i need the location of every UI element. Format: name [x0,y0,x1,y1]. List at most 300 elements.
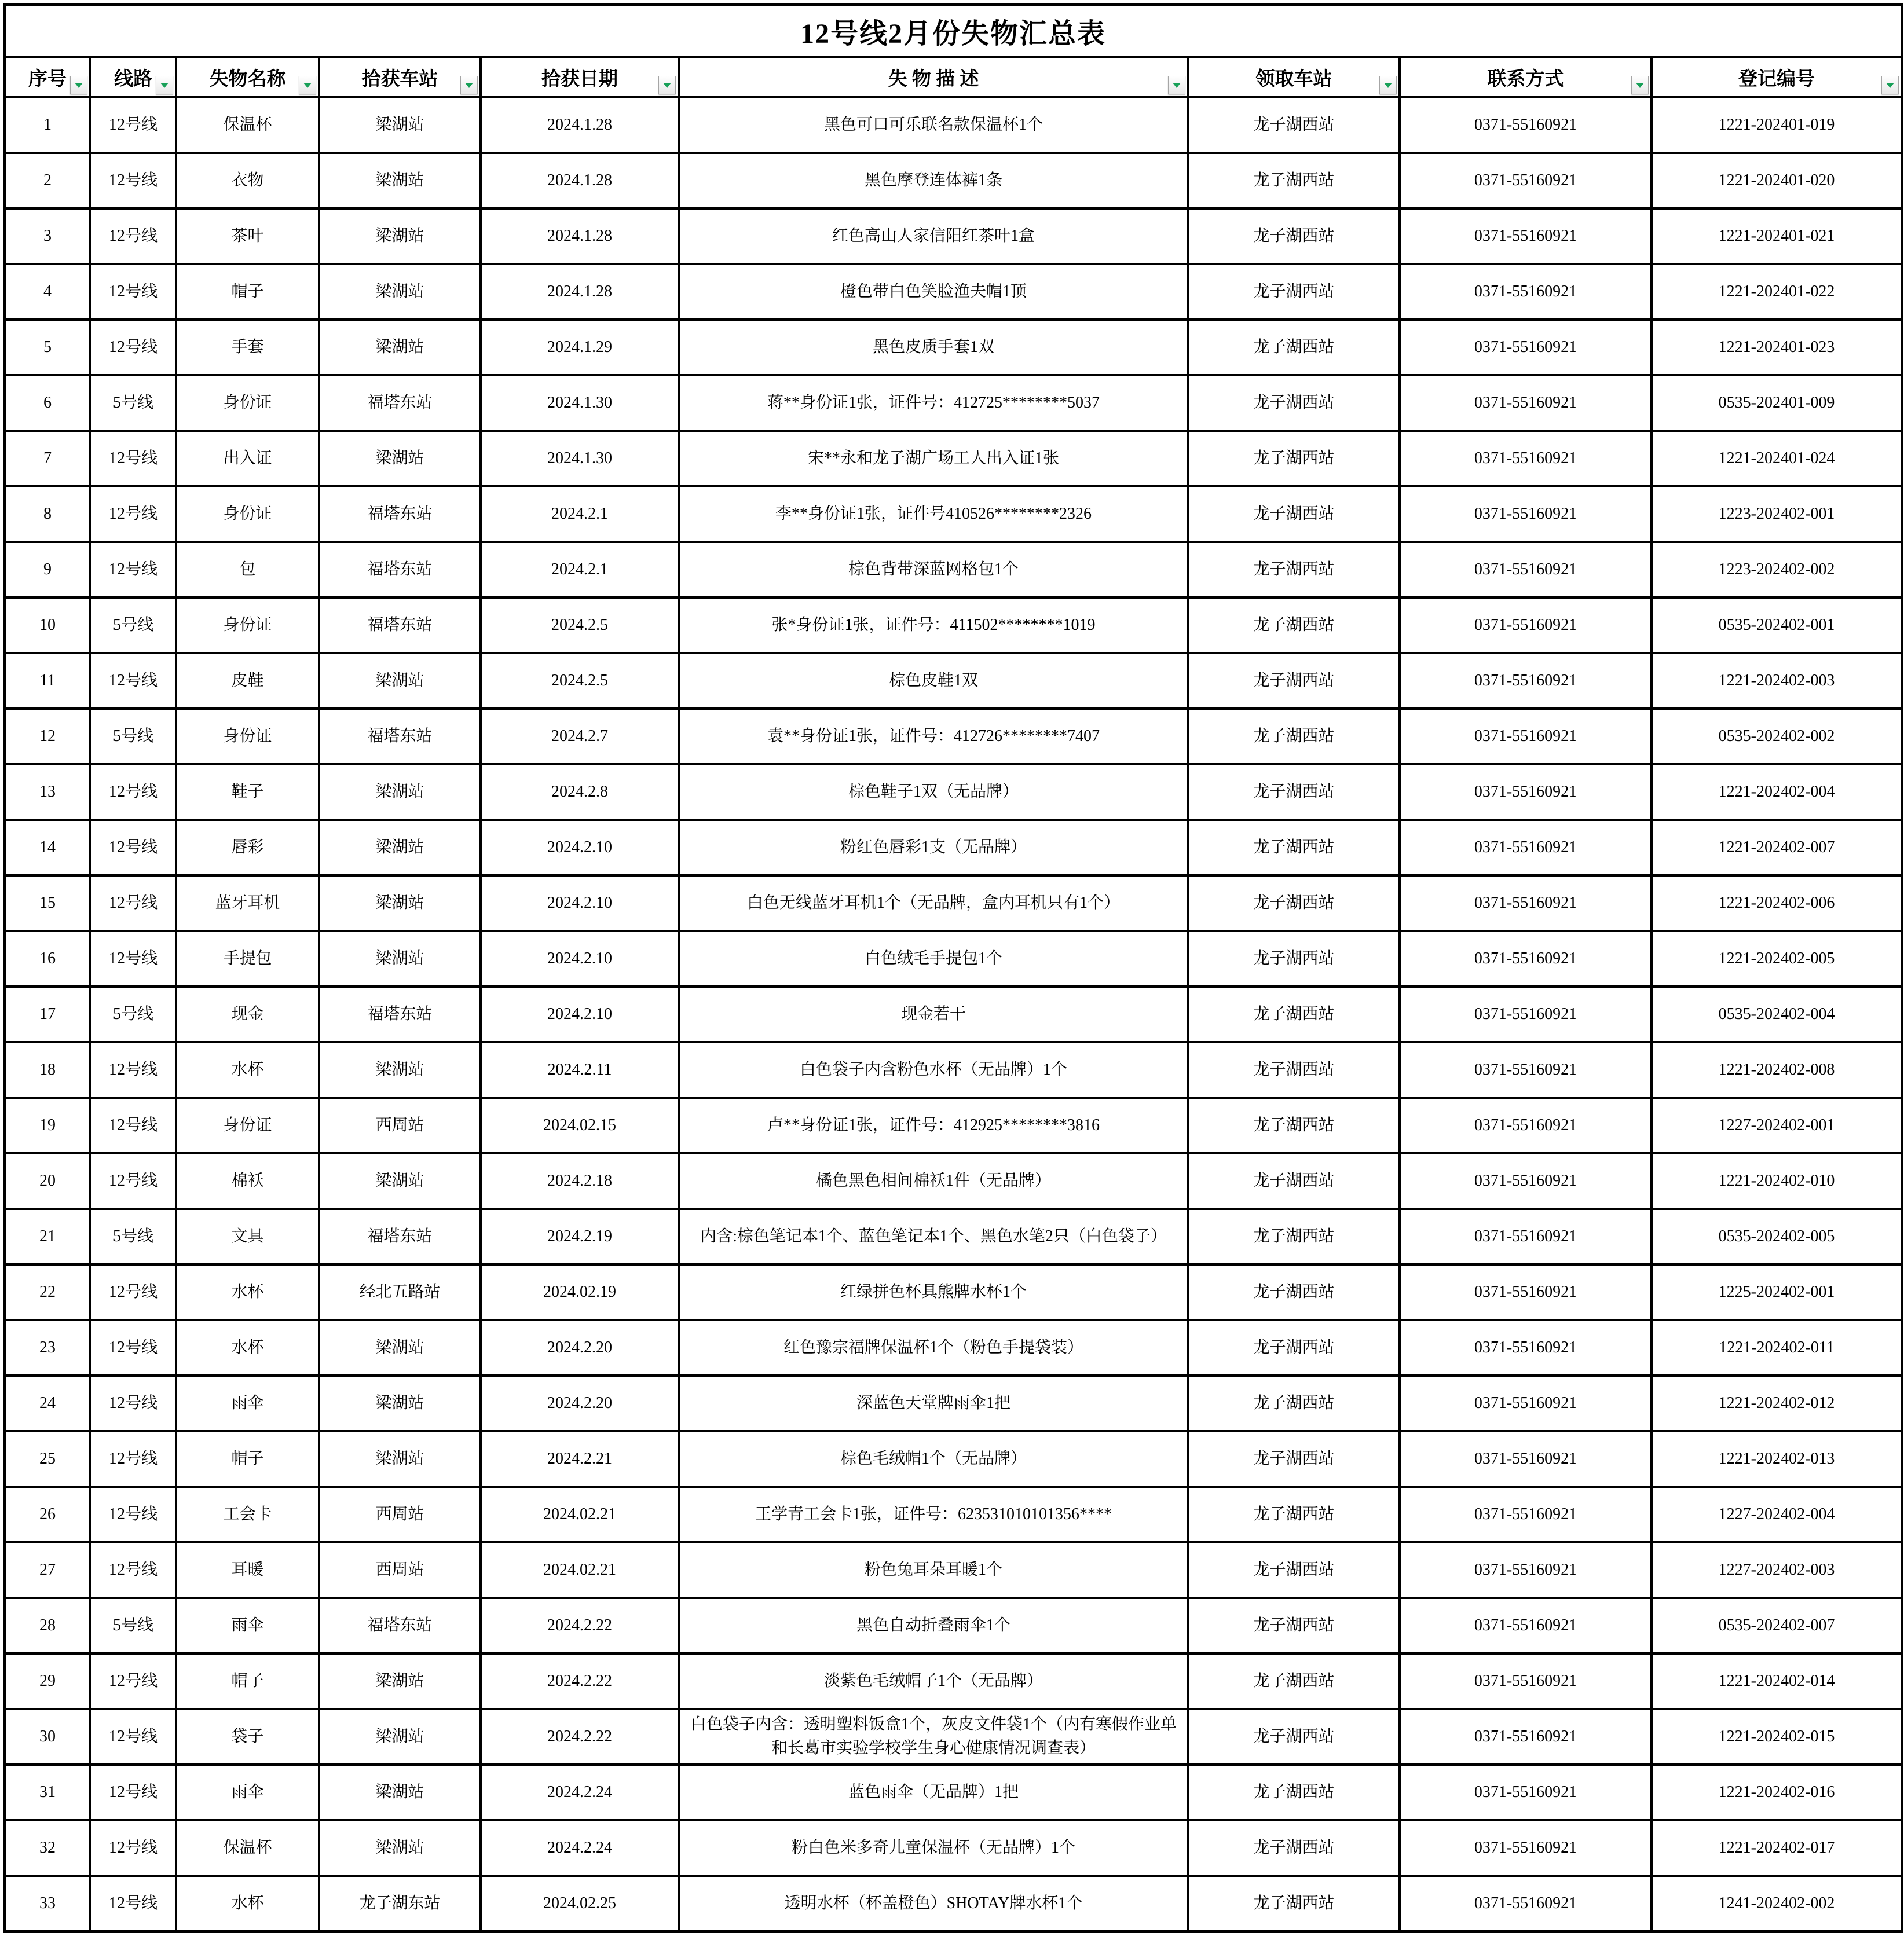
table-cell[interactable]: 0371-55160921 [1400,1153,1652,1209]
column-header-9[interactable] [1652,57,1902,97]
table-cell[interactable]: 0371-55160921 [1400,1487,1652,1542]
table-cell[interactable]: 2024.2.8 [481,764,679,820]
table-cell[interactable]: 西周站 [319,1487,481,1542]
table-cell[interactable]: 手套 [176,320,319,375]
table-cell[interactable]: 工会卡 [176,1487,319,1542]
table-cell[interactable]: 龙子湖西站 [1188,486,1400,542]
table-cell[interactable]: 22 [5,1264,90,1320]
table-cell[interactable]: 12号线 [90,875,176,931]
table-cell[interactable]: 0371-55160921 [1400,875,1652,931]
table-cell[interactable]: 13 [5,764,90,820]
table-cell[interactable]: 2024.1.30 [481,375,679,431]
table-cell[interactable]: 白色无线蓝牙耳机1个（无品牌，盒内耳机只有1个） [679,875,1188,931]
table-cell[interactable]: 17 [5,987,90,1042]
table-cell[interactable]: 2024.2.5 [481,653,679,709]
table-cell[interactable]: 1 [5,97,90,153]
table-cell[interactable]: 0371-55160921 [1400,264,1652,320]
column-header-5[interactable] [481,57,679,97]
table-cell[interactable]: 12号线 [90,764,176,820]
table-cell[interactable]: 19 [5,1098,90,1153]
table-cell[interactable]: 龙子湖西站 [1188,1431,1400,1487]
table-cell[interactable]: 1221-202402-013 [1652,1431,1902,1487]
filter-dropdown-button[interactable] [460,76,478,94]
table-cell[interactable]: 身份证 [176,597,319,653]
table-cell[interactable]: 12号线 [90,486,176,542]
table-cell[interactable]: 0371-55160921 [1400,1542,1652,1598]
table-cell[interactable]: 31 [5,1765,90,1820]
table-cell[interactable]: 梁湖站 [319,764,481,820]
table-cell[interactable]: 身份证 [176,709,319,764]
table-cell[interactable]: 5号线 [90,1598,176,1653]
table-cell[interactable]: 水杯 [176,1320,319,1376]
table-cell[interactable]: 5号线 [90,597,176,653]
table-cell[interactable]: 25 [5,1431,90,1487]
table-cell[interactable]: 保温杯 [176,97,319,153]
table-cell[interactable]: 宋**永和龙子湖广场工人出入证1张 [679,431,1188,486]
table-cell[interactable]: 白色绒毛手提包1个 [679,931,1188,987]
table-cell[interactable]: 12号线 [90,1709,176,1765]
table-cell[interactable]: 1227-202402-003 [1652,1542,1902,1598]
table-cell[interactable]: 福塔东站 [319,542,481,597]
table-cell[interactable]: 26 [5,1487,90,1542]
table-cell[interactable]: 30 [5,1709,90,1765]
table-cell[interactable]: 2024.2.18 [481,1153,679,1209]
table-cell[interactable]: 4 [5,264,90,320]
table-cell[interactable]: 2024.2.1 [481,542,679,597]
table-cell[interactable]: 1227-202402-001 [1652,1098,1902,1153]
table-cell[interactable]: 12号线 [90,653,176,709]
table-cell[interactable]: 2024.2.7 [481,709,679,764]
table-cell[interactable]: 衣物 [176,153,319,208]
table-cell[interactable]: 龙子湖西站 [1188,431,1400,486]
table-cell[interactable]: 龙子湖西站 [1188,1376,1400,1431]
table-cell[interactable]: 2024.1.28 [481,97,679,153]
table-cell[interactable]: 12号线 [90,931,176,987]
table-cell[interactable]: 龙子湖西站 [1188,375,1400,431]
table-cell[interactable]: 2024.2.1 [481,486,679,542]
table-cell[interactable]: 2024.2.10 [481,820,679,875]
table-cell[interactable]: 张*身份证1张，证件号：411502********1019 [679,597,1188,653]
table-cell[interactable]: 0371-55160921 [1400,431,1652,486]
table-cell[interactable]: 黑色自动折叠雨伞1个 [679,1598,1188,1653]
table-cell[interactable]: 21 [5,1209,90,1264]
table-cell[interactable]: 白色袋子内含：透明塑料饭盒1个，灰皮文件袋1个（内有寒假作业单和长葛市实验学校学生身心健康情况调查表） [679,1709,1188,1765]
table-cell[interactable]: 梁湖站 [319,931,481,987]
table-cell[interactable]: 龙子湖西站 [1188,542,1400,597]
table-cell[interactable]: 1221-202402-012 [1652,1376,1902,1431]
table-cell[interactable]: 12号线 [90,208,176,264]
table-cell[interactable]: 帽子 [176,264,319,320]
table-cell[interactable]: 0371-55160921 [1400,1320,1652,1376]
table-cell[interactable]: 龙子湖西站 [1188,320,1400,375]
table-cell[interactable]: 2024.2.20 [481,1320,679,1376]
table-cell[interactable]: 梁湖站 [319,208,481,264]
table-cell[interactable]: 棕色鞋子1双（无品牌） [679,764,1188,820]
table-cell[interactable]: 27 [5,1542,90,1598]
table-cell[interactable]: 梁湖站 [319,1320,481,1376]
table-cell[interactable]: 橙色带白色笑脸渔夫帽1顶 [679,264,1188,320]
table-cell[interactable]: 29 [5,1653,90,1709]
table-cell[interactable]: 33 [5,1876,90,1931]
table-cell[interactable]: 5号线 [90,1209,176,1264]
table-cell[interactable]: 蓝牙耳机 [176,875,319,931]
table-cell[interactable]: 龙子湖西站 [1188,1765,1400,1820]
table-cell[interactable]: 5号线 [90,987,176,1042]
table-cell[interactable]: 2024.2.22 [481,1709,679,1765]
table-cell[interactable]: 0371-55160921 [1400,320,1652,375]
table-cell[interactable]: 福塔东站 [319,1209,481,1264]
table-cell[interactable]: 龙子湖西站 [1188,709,1400,764]
table-cell[interactable]: 2024.2.10 [481,987,679,1042]
table-cell[interactable]: 6 [5,375,90,431]
table-cell[interactable]: 梁湖站 [319,264,481,320]
table-cell[interactable]: 12号线 [90,1264,176,1320]
table-cell[interactable]: 卢**身份证1张，证件号：412925********3816 [679,1098,1188,1153]
table-cell[interactable]: 茶叶 [176,208,319,264]
table-cell[interactable]: 0535-202402-001 [1652,597,1902,653]
table-cell[interactable]: 0371-55160921 [1400,931,1652,987]
table-cell[interactable]: 0371-55160921 [1400,653,1652,709]
table-cell[interactable]: 18 [5,1042,90,1098]
table-cell[interactable]: 1221-202402-010 [1652,1153,1902,1209]
table-cell[interactable]: 0535-202402-002 [1652,709,1902,764]
filter-dropdown-button[interactable] [1631,76,1649,94]
table-cell[interactable]: 5号线 [90,709,176,764]
table-cell[interactable]: 5号线 [90,375,176,431]
table-cell[interactable]: 龙子湖东站 [319,1876,481,1931]
table-cell[interactable]: 5 [5,320,90,375]
table-cell[interactable]: 1221-202402-011 [1652,1320,1902,1376]
table-cell[interactable]: 梁湖站 [319,875,481,931]
table-cell[interactable]: 龙子湖西站 [1188,1709,1400,1765]
table-cell[interactable]: 龙子湖西站 [1188,1209,1400,1264]
table-cell[interactable]: 0371-55160921 [1400,97,1652,153]
table-cell[interactable]: 袁**身份证1张，证件号：412726********7407 [679,709,1188,764]
table-cell[interactable]: 14 [5,820,90,875]
table-cell[interactable]: 梁湖站 [319,1153,481,1209]
table-cell[interactable]: 1221-202401-024 [1652,431,1902,486]
table-cell[interactable]: 2024.2.10 [481,931,679,987]
table-cell[interactable]: 耳暖 [176,1542,319,1598]
table-cell[interactable]: 福塔东站 [319,987,481,1042]
table-cell[interactable]: 12号线 [90,1820,176,1876]
table-cell[interactable]: 0371-55160921 [1400,1098,1652,1153]
table-cell[interactable]: 龙子湖西站 [1188,1487,1400,1542]
table-cell[interactable]: 龙子湖西站 [1188,1153,1400,1209]
table-cell[interactable]: 2024.02.21 [481,1487,679,1542]
table-cell[interactable]: 1221-202402-016 [1652,1765,1902,1820]
table-cell[interactable]: 12号线 [90,97,176,153]
table-cell[interactable]: 0371-55160921 [1400,486,1652,542]
table-cell[interactable]: 龙子湖西站 [1188,1042,1400,1098]
table-cell[interactable]: 梁湖站 [319,1042,481,1098]
table-cell[interactable]: 2024.2.10 [481,875,679,931]
filter-dropdown-button[interactable] [70,76,87,94]
table-cell[interactable]: 黑色可口可乐联名款保温杯1个 [679,97,1188,153]
table-cell[interactable]: 梁湖站 [319,1709,481,1765]
table-cell[interactable]: 手提包 [176,931,319,987]
table-cell[interactable]: 龙子湖西站 [1188,208,1400,264]
table-cell[interactable]: 淡紫色毛绒帽子1个（无品牌） [679,1653,1188,1709]
table-cell[interactable]: 0371-55160921 [1400,1653,1652,1709]
table-cell[interactable]: 2024.2.24 [481,1820,679,1876]
table-cell[interactable]: 袋子 [176,1709,319,1765]
table-cell[interactable]: 0371-55160921 [1400,375,1652,431]
table-cell[interactable]: 龙子湖西站 [1188,875,1400,931]
table-cell[interactable]: 1221-202402-017 [1652,1820,1902,1876]
table-cell[interactable]: 经北五路站 [319,1264,481,1320]
table-cell[interactable]: 红色高山人家信阳红茶叶1盒 [679,208,1188,264]
table-cell[interactable]: 文具 [176,1209,319,1264]
table-cell[interactable]: 3 [5,208,90,264]
table-cell[interactable]: 2024.2.11 [481,1042,679,1098]
table-cell[interactable]: 12号线 [90,1765,176,1820]
table-cell[interactable]: 0371-55160921 [1400,1264,1652,1320]
table-cell[interactable]: 12号线 [90,431,176,486]
table-cell[interactable]: 龙子湖西站 [1188,820,1400,875]
table-cell[interactable]: 黑色皮质手套1双 [679,320,1188,375]
table-cell[interactable]: 梁湖站 [319,431,481,486]
table-cell[interactable]: 李**身份证1张，证件号410526********2326 [679,486,1188,542]
filter-dropdown-button[interactable] [1379,76,1397,94]
table-cell[interactable]: 1221-202401-019 [1652,97,1902,153]
table-cell[interactable]: 西周站 [319,1542,481,1598]
table-cell[interactable]: 0371-55160921 [1400,542,1652,597]
table-cell[interactable]: 保温杯 [176,1820,319,1876]
column-header-8[interactable] [1400,57,1652,97]
table-cell[interactable]: 梁湖站 [319,1653,481,1709]
table-cell[interactable]: 0371-55160921 [1400,208,1652,264]
table-cell[interactable]: 12号线 [90,1487,176,1542]
table-cell[interactable]: 龙子湖西站 [1188,1542,1400,1598]
table-cell[interactable]: 1221-202401-020 [1652,153,1902,208]
table-cell[interactable]: 粉白色米多奇儿童保温杯（无品牌）1个 [679,1820,1188,1876]
table-cell[interactable]: 雨伞 [176,1598,319,1653]
table-cell[interactable]: 2024.2.20 [481,1376,679,1431]
table-cell[interactable]: 11 [5,653,90,709]
table-cell[interactable]: 0371-55160921 [1400,1765,1652,1820]
table-cell[interactable]: 2024.2.21 [481,1431,679,1487]
table-cell[interactable]: 橘色黑色相间棉袄1件（无品牌） [679,1153,1188,1209]
table-cell[interactable]: 12号线 [90,1042,176,1098]
table-cell[interactable]: 0371-55160921 [1400,987,1652,1042]
table-cell[interactable]: 梁湖站 [319,1431,481,1487]
table-cell[interactable]: 1221-202402-005 [1652,931,1902,987]
table-cell[interactable]: 1223-202402-001 [1652,486,1902,542]
table-cell[interactable]: 龙子湖西站 [1188,931,1400,987]
table-cell[interactable]: 0371-55160921 [1400,1042,1652,1098]
table-cell[interactable]: 白色袋子内含粉色水杯（无品牌）1个 [679,1042,1188,1098]
table-cell[interactable]: 梁湖站 [319,1376,481,1431]
table-cell[interactable]: 0535-202402-007 [1652,1598,1902,1653]
table-cell[interactable]: 0371-55160921 [1400,1598,1652,1653]
table-cell[interactable]: 20 [5,1153,90,1209]
table-cell[interactable]: 1225-202402-001 [1652,1264,1902,1320]
table-cell[interactable]: 0535-202401-009 [1652,375,1902,431]
table-cell[interactable]: 粉色兔耳朵耳暖1个 [679,1542,1188,1598]
table-cell[interactable]: 唇彩 [176,820,319,875]
table-cell[interactable]: 32 [5,1820,90,1876]
column-header-2[interactable] [90,57,176,97]
table-cell[interactable]: 0371-55160921 [1400,820,1652,875]
table-cell[interactable]: 棕色皮鞋1双 [679,653,1188,709]
table-cell[interactable]: 2024.2.5 [481,597,679,653]
table-cell[interactable]: 龙子湖西站 [1188,1264,1400,1320]
table-cell[interactable]: 现金 [176,987,319,1042]
table-cell[interactable]: 2 [5,153,90,208]
table-cell[interactable]: 1221-202401-021 [1652,208,1902,264]
table-cell[interactable]: 23 [5,1320,90,1376]
table-cell[interactable]: 红色豫宗福牌保温杯1个（粉色手提袋装） [679,1320,1188,1376]
table-cell[interactable]: 雨伞 [176,1765,319,1820]
table-cell[interactable]: 12号线 [90,1098,176,1153]
table-cell[interactable]: 15 [5,875,90,931]
column-header-3[interactable] [176,57,319,97]
table-cell[interactable]: 福塔东站 [319,375,481,431]
table-cell[interactable]: 梁湖站 [319,820,481,875]
table-cell[interactable]: 0371-55160921 [1400,764,1652,820]
table-cell[interactable]: 12号线 [90,153,176,208]
table-cell[interactable]: 12号线 [90,542,176,597]
table-cell[interactable]: 皮鞋 [176,653,319,709]
table-cell[interactable]: 出入证 [176,431,319,486]
table-cell[interactable]: 龙子湖西站 [1188,987,1400,1042]
table-cell[interactable]: 水杯 [176,1264,319,1320]
table-cell[interactable]: 10 [5,597,90,653]
table-cell[interactable]: 棕色毛绒帽1个（无品牌） [679,1431,1188,1487]
table-cell[interactable]: 福塔东站 [319,1598,481,1653]
table-cell[interactable]: 12号线 [90,1320,176,1376]
table-cell[interactable]: 身份证 [176,486,319,542]
table-cell[interactable]: 2024.1.28 [481,153,679,208]
table-cell[interactable]: 1221-202402-004 [1652,764,1902,820]
table-cell[interactable]: 龙子湖西站 [1188,653,1400,709]
table-cell[interactable]: 2024.1.28 [481,208,679,264]
table-cell[interactable]: 鞋子 [176,764,319,820]
table-cell[interactable]: 0371-55160921 [1400,1431,1652,1487]
table-cell[interactable]: 8 [5,486,90,542]
column-header-1[interactable] [5,57,90,97]
filter-dropdown-button[interactable] [156,76,173,94]
table-cell[interactable]: 龙子湖西站 [1188,764,1400,820]
table-cell[interactable]: 12号线 [90,820,176,875]
filter-dropdown-button[interactable] [1168,76,1185,94]
table-cell[interactable]: 1221-202402-006 [1652,875,1902,931]
filter-dropdown-button[interactable] [299,76,316,94]
table-cell[interactable]: 0371-55160921 [1400,1820,1652,1876]
column-header-7[interactable] [1188,57,1400,97]
table-cell[interactable]: 0535-202402-004 [1652,987,1902,1042]
table-cell[interactable]: 龙子湖西站 [1188,1098,1400,1153]
table-cell[interactable]: 黑色摩登连体裤1条 [679,153,1188,208]
table-cell[interactable]: 雨伞 [176,1376,319,1431]
table-cell[interactable]: 深蓝色天堂牌雨伞1把 [679,1376,1188,1431]
filter-dropdown-button[interactable] [1881,76,1899,94]
table-cell[interactable]: 粉红色唇彩1支（无品牌） [679,820,1188,875]
column-header-6[interactable] [679,57,1188,97]
table-cell[interactable]: 7 [5,431,90,486]
table-cell[interactable]: 12号线 [90,264,176,320]
table-cell[interactable]: 24 [5,1376,90,1431]
table-cell[interactable]: 12号线 [90,1653,176,1709]
table-cell[interactable]: 0371-55160921 [1400,1709,1652,1765]
table-cell[interactable]: 2024.02.19 [481,1264,679,1320]
table-cell[interactable]: 1221-202402-015 [1652,1709,1902,1765]
table-cell[interactable]: 2024.02.15 [481,1098,679,1153]
table-cell[interactable]: 西周站 [319,1098,481,1153]
table-cell[interactable]: 蓝色雨伞（无品牌）1把 [679,1765,1188,1820]
table-cell[interactable]: 龙子湖西站 [1188,153,1400,208]
column-header-4[interactable] [319,57,481,97]
table-cell[interactable]: 0371-55160921 [1400,1876,1652,1931]
table-cell[interactable]: 12号线 [90,1431,176,1487]
table-cell[interactable]: 1221-202401-022 [1652,264,1902,320]
filter-dropdown-button[interactable] [658,76,676,94]
table-cell[interactable]: 12号线 [90,1376,176,1431]
table-cell[interactable]: 身份证 [176,375,319,431]
table-cell[interactable]: 王学青工会卡1张，证件号：623531010101356**** [679,1487,1188,1542]
table-cell[interactable]: 现金若干 [679,987,1188,1042]
table-cell[interactable]: 身份证 [176,1098,319,1153]
table-cell[interactable]: 龙子湖西站 [1188,597,1400,653]
table-cell[interactable]: 1221-202401-023 [1652,320,1902,375]
table-cell[interactable]: 0371-55160921 [1400,709,1652,764]
table-cell[interactable]: 水杯 [176,1042,319,1098]
table-cell[interactable]: 1227-202402-004 [1652,1487,1902,1542]
table-cell[interactable]: 0371-55160921 [1400,1376,1652,1431]
table-cell[interactable]: 帽子 [176,1653,319,1709]
table-cell[interactable]: 2024.2.19 [481,1209,679,1264]
table-cell[interactable]: 帽子 [176,1431,319,1487]
table-cell[interactable]: 2024.1.28 [481,264,679,320]
table-cell[interactable]: 12 [5,709,90,764]
table-cell[interactable]: 梁湖站 [319,1765,481,1820]
table-cell[interactable]: 福塔东站 [319,597,481,653]
table-cell[interactable]: 龙子湖西站 [1188,1820,1400,1876]
table-cell[interactable]: 棕色背带深蓝网格包1个 [679,542,1188,597]
table-cell[interactable]: 蒋**身份证1张，证件号：412725********5037 [679,375,1188,431]
table-cell[interactable]: 2024.2.22 [481,1598,679,1653]
table-cell[interactable]: 9 [5,542,90,597]
table-cell[interactable]: 1223-202402-002 [1652,542,1902,597]
table-cell[interactable]: 1221-202402-003 [1652,653,1902,709]
table-cell[interactable]: 梁湖站 [319,1820,481,1876]
table-cell[interactable]: 16 [5,931,90,987]
table-cell[interactable]: 龙子湖西站 [1188,1320,1400,1376]
table-cell[interactable]: 2024.1.29 [481,320,679,375]
table-cell[interactable]: 28 [5,1598,90,1653]
table-cell[interactable]: 龙子湖西站 [1188,1598,1400,1653]
table-cell[interactable]: 12号线 [90,1876,176,1931]
table-cell[interactable]: 2024.1.30 [481,431,679,486]
table-cell[interactable]: 12号线 [90,1542,176,1598]
table-cell[interactable]: 福塔东站 [319,709,481,764]
table-cell[interactable]: 棉袄 [176,1153,319,1209]
table-cell[interactable]: 2024.2.24 [481,1765,679,1820]
table-cell[interactable]: 12号线 [90,320,176,375]
table-cell[interactable]: 内含:棕色笔记本1个、蓝色笔记本1个、黑色水笔2只（白色袋子） [679,1209,1188,1264]
table-cell[interactable]: 透明水杯（杯盖橙色）SHOTAY牌水杯1个 [679,1876,1188,1931]
table-cell[interactable]: 梁湖站 [319,97,481,153]
table-cell[interactable]: 0371-55160921 [1400,597,1652,653]
table-cell[interactable]: 1221-202402-007 [1652,820,1902,875]
table-cell[interactable]: 2024.2.22 [481,1653,679,1709]
table-cell[interactable]: 2024.02.25 [481,1876,679,1931]
table-cell[interactable]: 1241-202402-002 [1652,1876,1902,1931]
table-cell[interactable]: 龙子湖西站 [1188,1653,1400,1709]
table-cell[interactable]: 龙子湖西站 [1188,264,1400,320]
table-cell[interactable]: 包 [176,542,319,597]
